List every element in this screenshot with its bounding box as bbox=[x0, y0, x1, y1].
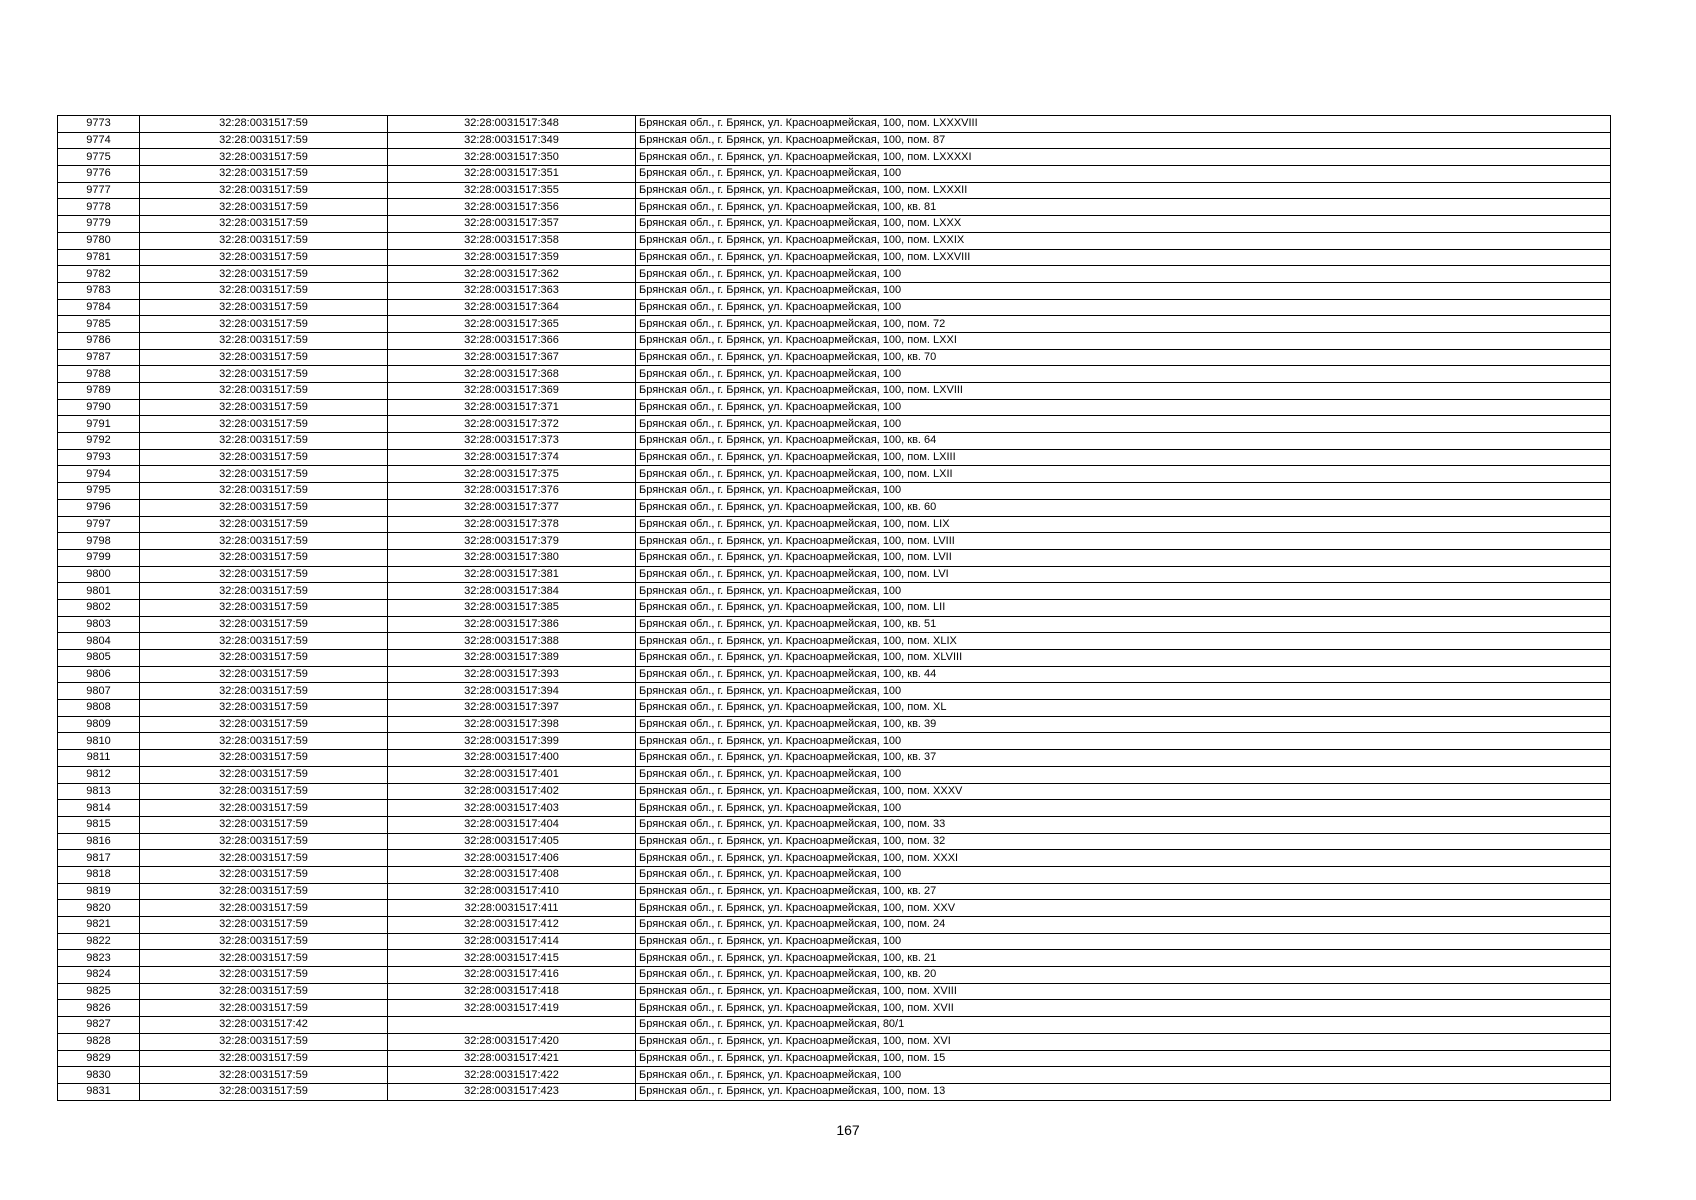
address-cell: Брянская обл., г. Брянск, ул. Красноармейская, 100 bbox=[636, 416, 1611, 433]
address-cell: Брянская обл., г. Брянск, ул. Красноармейская, 100, пом. XXXI bbox=[636, 850, 1611, 867]
parent-cadastral-number-cell: 32:28:0031517:59 bbox=[140, 366, 388, 383]
row-number-cell: 9780 bbox=[58, 232, 140, 249]
cadastral-number-cell: 32:28:0031517:402 bbox=[388, 783, 636, 800]
parent-cadastral-number-cell: 32:28:0031517:59 bbox=[140, 466, 388, 483]
row-number-cell: 9778 bbox=[58, 199, 140, 216]
address-cell: Брянская обл., г. Брянск, ул. Красноармейская, 100 bbox=[636, 800, 1611, 817]
cadastral-number-cell: 32:28:0031517:362 bbox=[388, 266, 636, 283]
row-number-cell: 9789 bbox=[58, 383, 140, 400]
cadastral-number-cell: 32:28:0031517:365 bbox=[388, 316, 636, 333]
address-cell: Брянская обл., г. Брянск, ул. Красноармейская, 100, пом. LXXXVIII bbox=[636, 116, 1611, 133]
cadastral-number-cell: 32:28:0031517:363 bbox=[388, 282, 636, 299]
table-row bbox=[58, 983, 1611, 1000]
parent-cadastral-number-cell: 32:28:0031517:59 bbox=[140, 583, 388, 600]
address-cell: Брянская обл., г. Брянск, ул. Красноармейская, 100, кв. 37 bbox=[636, 750, 1611, 767]
address-cell: Брянская обл., г. Брянск, ул. Красноармейская, 100 bbox=[636, 266, 1611, 283]
address-cell: Брянская обл., г. Брянск, ул. Красноармейская, 100, пом. LXXXXI bbox=[636, 149, 1611, 166]
table-row bbox=[58, 399, 1611, 416]
table-row bbox=[58, 1050, 1611, 1067]
cadastral-number-cell: 32:28:0031517:379 bbox=[388, 533, 636, 550]
cadastral-number-cell: 32:28:0031517:393 bbox=[388, 666, 636, 683]
row-number-cell: 9810 bbox=[58, 733, 140, 750]
cadastral-number-cell bbox=[388, 1017, 636, 1034]
parent-cadastral-number-cell: 32:28:0031517:59 bbox=[140, 950, 388, 967]
row-number-cell: 9787 bbox=[58, 349, 140, 366]
table-row bbox=[58, 733, 1611, 750]
address-cell: Брянская обл., г. Брянск, ул. Красноармейская, 100, пом. XVIII bbox=[636, 983, 1611, 1000]
table-row bbox=[58, 116, 1611, 133]
table-row bbox=[58, 616, 1611, 633]
cadastral-number-cell: 32:28:0031517:400 bbox=[388, 750, 636, 767]
cadastral-number-cell: 32:28:0031517:367 bbox=[388, 349, 636, 366]
table-row bbox=[58, 533, 1611, 550]
parent-cadastral-number-cell: 32:28:0031517:59 bbox=[140, 850, 388, 867]
address-cell: Брянская обл., г. Брянск, ул. Красноармейская, 100 bbox=[636, 683, 1611, 700]
parent-cadastral-number-cell: 32:28:0031517:59 bbox=[140, 900, 388, 917]
table-row bbox=[58, 549, 1611, 566]
table-row bbox=[58, 599, 1611, 616]
row-number-cell: 9828 bbox=[58, 1033, 140, 1050]
address-cell: Брянская обл., г. Брянск, ул. Красноармейская, 100, пом. 24 bbox=[636, 917, 1611, 934]
address-cell: Брянская обл., г. Брянск, ул. Красноармейская, 100, пом. 72 bbox=[636, 316, 1611, 333]
cadastral-number-cell: 32:28:0031517:389 bbox=[388, 650, 636, 667]
address-cell: Брянская обл., г. Брянск, ул. Красноармейская, 100 bbox=[636, 399, 1611, 416]
row-number-cell: 9806 bbox=[58, 666, 140, 683]
address-cell: Брянская обл., г. Брянск, ул. Красноармейская, 100, кв. 21 bbox=[636, 950, 1611, 967]
address-cell: Брянская обл., г. Брянск, ул. Красноармейская, 100 bbox=[636, 483, 1611, 500]
cadastral-number-cell: 32:28:0031517:416 bbox=[388, 967, 636, 984]
cadastral-number-cell: 32:28:0031517:377 bbox=[388, 499, 636, 516]
parent-cadastral-number-cell: 32:28:0031517:59 bbox=[140, 967, 388, 984]
table-row bbox=[58, 349, 1611, 366]
parent-cadastral-number-cell: 32:28:0031517:59 bbox=[140, 399, 388, 416]
table-row bbox=[58, 866, 1611, 883]
row-number-cell: 9819 bbox=[58, 883, 140, 900]
row-number-cell: 9793 bbox=[58, 449, 140, 466]
address-cell: Брянская обл., г. Брянск, ул. Красноармейская, 100, пом. LVII bbox=[636, 549, 1611, 566]
table-row bbox=[58, 967, 1611, 984]
cadastral-number-cell: 32:28:0031517:366 bbox=[388, 332, 636, 349]
parent-cadastral-number-cell: 32:28:0031517:59 bbox=[140, 633, 388, 650]
row-number-cell: 9783 bbox=[58, 282, 140, 299]
table-row bbox=[58, 216, 1611, 233]
parent-cadastral-number-cell: 32:28:0031517:59 bbox=[140, 332, 388, 349]
cadastral-number-cell: 32:28:0031517:378 bbox=[388, 516, 636, 533]
address-cell: Брянская обл., г. Брянск, ул. Красноармейская, 100, пом. LXXX bbox=[636, 216, 1611, 233]
table-row bbox=[58, 366, 1611, 383]
parent-cadastral-number-cell: 32:28:0031517:59 bbox=[140, 1033, 388, 1050]
address-cell: Брянская обл., г. Брянск, ул. Красноармейская, 100 bbox=[636, 1067, 1611, 1084]
table-row bbox=[58, 332, 1611, 349]
table-row bbox=[58, 249, 1611, 266]
row-number-cell: 9790 bbox=[58, 399, 140, 416]
parent-cadastral-number-cell: 32:28:0031517:59 bbox=[140, 116, 388, 133]
cadastral-number-cell: 32:28:0031517:357 bbox=[388, 216, 636, 233]
address-cell: Брянская обл., г. Брянск, ул. Красноармейская, 100, кв. 20 bbox=[636, 967, 1611, 984]
cadastral-number-cell: 32:28:0031517:394 bbox=[388, 683, 636, 700]
address-cell: Брянская обл., г. Брянск, ул. Красноармейская, 100, пом. LXVIII bbox=[636, 383, 1611, 400]
parent-cadastral-number-cell: 32:28:0031517:59 bbox=[140, 599, 388, 616]
row-number-cell: 9797 bbox=[58, 516, 140, 533]
parent-cadastral-number-cell: 32:28:0031517:59 bbox=[140, 549, 388, 566]
cadastral-number-cell: 32:28:0031517:359 bbox=[388, 249, 636, 266]
cadastral-number-cell: 32:28:0031517:410 bbox=[388, 883, 636, 900]
parent-cadastral-number-cell: 32:28:0031517:59 bbox=[140, 483, 388, 500]
table-row bbox=[58, 433, 1611, 450]
cadastral-number-cell: 32:28:0031517:349 bbox=[388, 132, 636, 149]
cadastral-number-cell: 32:28:0031517:418 bbox=[388, 983, 636, 1000]
parent-cadastral-number-cell: 32:28:0031517:59 bbox=[140, 266, 388, 283]
parent-cadastral-number-cell: 32:28:0031517:59 bbox=[140, 616, 388, 633]
cadastral-number-cell: 32:28:0031517:411 bbox=[388, 900, 636, 917]
table-row bbox=[58, 483, 1611, 500]
parent-cadastral-number-cell: 32:28:0031517:59 bbox=[140, 182, 388, 199]
cadastral-number-cell: 32:28:0031517:414 bbox=[388, 933, 636, 950]
table-row bbox=[58, 666, 1611, 683]
row-number-cell: 9820 bbox=[58, 900, 140, 917]
parent-cadastral-number-cell: 32:28:0031517:59 bbox=[140, 750, 388, 767]
table-row bbox=[58, 783, 1611, 800]
cadastral-number-cell: 32:28:0031517:386 bbox=[388, 616, 636, 633]
cadastral-number-cell: 32:28:0031517:380 bbox=[388, 549, 636, 566]
address-cell: Брянская обл., г. Брянск, ул. Красноармейская, 100 bbox=[636, 933, 1611, 950]
table-row bbox=[58, 800, 1611, 817]
table-row bbox=[58, 1067, 1611, 1084]
address-cell: Брянская обл., г. Брянск, ул. Красноармейская, 100 bbox=[636, 299, 1611, 316]
row-number-cell: 9823 bbox=[58, 950, 140, 967]
row-number-cell: 9786 bbox=[58, 332, 140, 349]
row-number-cell: 9788 bbox=[58, 366, 140, 383]
cadastral-number-cell: 32:28:0031517:350 bbox=[388, 149, 636, 166]
cadastral-number-cell: 32:28:0031517:399 bbox=[388, 733, 636, 750]
row-number-cell: 9827 bbox=[58, 1017, 140, 1034]
table-row bbox=[58, 166, 1611, 183]
table-row bbox=[58, 950, 1611, 967]
table-row bbox=[58, 449, 1611, 466]
data-table bbox=[57, 115, 1611, 1101]
address-cell: Брянская обл., г. Брянск, ул. Красноармейская, 100, пом. LIX bbox=[636, 516, 1611, 533]
parent-cadastral-number-cell: 32:28:0031517:59 bbox=[140, 149, 388, 166]
parent-cadastral-number-cell: 32:28:0031517:59 bbox=[140, 1050, 388, 1067]
row-number-cell: 9796 bbox=[58, 499, 140, 516]
address-cell: Брянская обл., г. Брянск, ул. Красноармейская, 100, пом. LXXVIII bbox=[636, 249, 1611, 266]
address-cell: Брянская обл., г. Брянск, ул. Красноармейская, 100 bbox=[636, 583, 1611, 600]
parent-cadastral-number-cell: 32:28:0031517:59 bbox=[140, 132, 388, 149]
cadastral-number-cell: 32:28:0031517:381 bbox=[388, 566, 636, 583]
address-cell: Брянская обл., г. Брянск, ул. Красноармейская, 100, кв. 44 bbox=[636, 666, 1611, 683]
row-number-cell: 9774 bbox=[58, 132, 140, 149]
table-row bbox=[58, 266, 1611, 283]
row-number-cell: 9784 bbox=[58, 299, 140, 316]
table-row bbox=[58, 917, 1611, 934]
table-row bbox=[58, 883, 1611, 900]
table-row bbox=[58, 566, 1611, 583]
table-row bbox=[58, 1083, 1611, 1100]
address-cell: Брянская обл., г. Брянск, ул. Красноармейская, 100, пом. 32 bbox=[636, 833, 1611, 850]
cadastral-number-cell: 32:28:0031517:421 bbox=[388, 1050, 636, 1067]
parent-cadastral-number-cell: 32:28:0031517:59 bbox=[140, 533, 388, 550]
table-row bbox=[58, 900, 1611, 917]
row-number-cell: 9824 bbox=[58, 967, 140, 984]
row-number-cell: 9776 bbox=[58, 166, 140, 183]
row-number-cell: 9814 bbox=[58, 800, 140, 817]
table-row bbox=[58, 316, 1611, 333]
row-number-cell: 9799 bbox=[58, 549, 140, 566]
cadastral-number-cell: 32:28:0031517:397 bbox=[388, 700, 636, 717]
row-number-cell: 9777 bbox=[58, 182, 140, 199]
cadastral-number-cell: 32:28:0031517:403 bbox=[388, 800, 636, 817]
table-row bbox=[58, 583, 1611, 600]
cadastral-number-cell: 32:28:0031517:398 bbox=[388, 716, 636, 733]
parent-cadastral-number-cell: 32:28:0031517:59 bbox=[140, 499, 388, 516]
parent-cadastral-number-cell: 32:28:0031517:59 bbox=[140, 232, 388, 249]
table-row bbox=[58, 199, 1611, 216]
row-number-cell: 9818 bbox=[58, 866, 140, 883]
table-row bbox=[58, 182, 1611, 199]
parent-cadastral-number-cell: 32:28:0031517:59 bbox=[140, 650, 388, 667]
row-number-cell: 9817 bbox=[58, 850, 140, 867]
row-number-cell: 9822 bbox=[58, 933, 140, 950]
address-cell: Брянская обл., г. Брянск, ул. Красноармейская, 100, кв. 39 bbox=[636, 716, 1611, 733]
parent-cadastral-number-cell: 32:28:0031517:59 bbox=[140, 1067, 388, 1084]
row-number-cell: 9809 bbox=[58, 716, 140, 733]
table-row bbox=[58, 383, 1611, 400]
row-number-cell: 9794 bbox=[58, 466, 140, 483]
address-cell: Брянская обл., г. Брянск, ул. Красноармейская, 100 bbox=[636, 366, 1611, 383]
row-number-cell: 9805 bbox=[58, 650, 140, 667]
address-cell: Брянская обл., г. Брянск, ул. Красноармейская, 100, пом. XLVIII bbox=[636, 650, 1611, 667]
row-number-cell: 9830 bbox=[58, 1067, 140, 1084]
table-row bbox=[58, 850, 1611, 867]
cadastral-number-cell: 32:28:0031517:376 bbox=[388, 483, 636, 500]
row-number-cell: 9792 bbox=[58, 433, 140, 450]
parent-cadastral-number-cell: 32:28:0031517:59 bbox=[140, 833, 388, 850]
cadastral-number-cell: 32:28:0031517:368 bbox=[388, 366, 636, 383]
address-cell: Брянская обл., г. Брянск, ул. Красноармейская, 100, кв. 60 bbox=[636, 499, 1611, 516]
cadastral-number-cell: 32:28:0031517:358 bbox=[388, 232, 636, 249]
table-row bbox=[58, 149, 1611, 166]
address-cell: Брянская обл., г. Брянск, ул. Красноармейская, 100, пом. 15 bbox=[636, 1050, 1611, 1067]
table-row bbox=[58, 232, 1611, 249]
table-row bbox=[58, 516, 1611, 533]
cadastral-number-cell: 32:28:0031517:388 bbox=[388, 633, 636, 650]
address-cell: Брянская обл., г. Брянск, ул. Красноармейская, 100, пом. LXXIX bbox=[636, 232, 1611, 249]
table-row bbox=[58, 466, 1611, 483]
cadastral-number-cell: 32:28:0031517:401 bbox=[388, 766, 636, 783]
row-number-cell: 9801 bbox=[58, 583, 140, 600]
table-row bbox=[58, 750, 1611, 767]
table-row bbox=[58, 1017, 1611, 1034]
address-cell: Брянская обл., г. Брянск, ул. Красноармейская, 100, пом. 33 bbox=[636, 816, 1611, 833]
cadastral-number-cell: 32:28:0031517:384 bbox=[388, 583, 636, 600]
parent-cadastral-number-cell: 32:28:0031517:59 bbox=[140, 216, 388, 233]
cadastral-number-cell: 32:28:0031517:408 bbox=[388, 866, 636, 883]
parent-cadastral-number-cell: 32:28:0031517:59 bbox=[140, 866, 388, 883]
row-number-cell: 9826 bbox=[58, 1000, 140, 1017]
row-number-cell: 9812 bbox=[58, 766, 140, 783]
cadastral-number-cell: 32:28:0031517:348 bbox=[388, 116, 636, 133]
table-row bbox=[58, 833, 1611, 850]
parent-cadastral-number-cell: 32:28:0031517:59 bbox=[140, 700, 388, 717]
parent-cadastral-number-cell: 32:28:0031517:59 bbox=[140, 416, 388, 433]
parent-cadastral-number-cell: 32:28:0031517:59 bbox=[140, 816, 388, 833]
row-number-cell: 9808 bbox=[58, 700, 140, 717]
table-row bbox=[58, 132, 1611, 149]
parent-cadastral-number-cell: 32:28:0031517:59 bbox=[140, 566, 388, 583]
cadastral-number-cell: 32:28:0031517:371 bbox=[388, 399, 636, 416]
cadastral-number-cell: 32:28:0031517:415 bbox=[388, 950, 636, 967]
table-row bbox=[58, 683, 1611, 700]
table-row bbox=[58, 499, 1611, 516]
parent-cadastral-number-cell: 32:28:0031517:59 bbox=[140, 783, 388, 800]
row-number-cell: 9816 bbox=[58, 833, 140, 850]
cadastral-number-cell: 32:28:0031517:422 bbox=[388, 1067, 636, 1084]
parent-cadastral-number-cell: 32:28:0031517:59 bbox=[140, 383, 388, 400]
row-number-cell: 9803 bbox=[58, 616, 140, 633]
cadastral-number-cell: 32:28:0031517:372 bbox=[388, 416, 636, 433]
table-row bbox=[58, 1000, 1611, 1017]
table-row bbox=[58, 650, 1611, 667]
row-number-cell: 9813 bbox=[58, 783, 140, 800]
parent-cadastral-number-cell: 32:28:0031517:59 bbox=[140, 1000, 388, 1017]
parent-cadastral-number-cell: 32:28:0031517:59 bbox=[140, 800, 388, 817]
address-cell: Брянская обл., г. Брянск, ул. Красноармейская, 100 bbox=[636, 166, 1611, 183]
table-row bbox=[58, 633, 1611, 650]
cadastral-number-cell: 32:28:0031517:355 bbox=[388, 182, 636, 199]
row-number-cell: 9775 bbox=[58, 149, 140, 166]
address-cell: Брянская обл., г. Брянск, ул. Красноармейская, 100, пом. XXXV bbox=[636, 783, 1611, 800]
address-cell: Брянская обл., г. Брянск, ул. Красноармейская, 100 bbox=[636, 866, 1611, 883]
address-cell: Брянская обл., г. Брянск, ул. Красноармейская, 100, пом. 87 bbox=[636, 132, 1611, 149]
table-row bbox=[58, 816, 1611, 833]
row-number-cell: 9800 bbox=[58, 566, 140, 583]
row-number-cell: 9829 bbox=[58, 1050, 140, 1067]
row-number-cell: 9791 bbox=[58, 416, 140, 433]
address-cell: Брянская обл., г. Брянск, ул. Красноармейская, 100, пом. XVI bbox=[636, 1033, 1611, 1050]
address-cell: Брянская обл., г. Брянск, ул. Красноармейская, 100, кв. 64 bbox=[636, 433, 1611, 450]
cadastral-number-cell: 32:28:0031517:369 bbox=[388, 383, 636, 400]
parent-cadastral-number-cell: 32:28:0031517:59 bbox=[140, 883, 388, 900]
cadastral-number-cell: 32:28:0031517:364 bbox=[388, 299, 636, 316]
parent-cadastral-number-cell: 32:28:0031517:59 bbox=[140, 282, 388, 299]
parent-cadastral-number-cell: 32:28:0031517:59 bbox=[140, 516, 388, 533]
parent-cadastral-number-cell: 32:28:0031517:59 bbox=[140, 299, 388, 316]
parent-cadastral-number-cell: 32:28:0031517:59 bbox=[140, 917, 388, 934]
address-cell: Брянская обл., г. Брянск, ул. Красноармейская, 100, пом. LXIII bbox=[636, 449, 1611, 466]
address-cell: Брянская обл., г. Брянск, ул. Красноармейская, 100 bbox=[636, 766, 1611, 783]
parent-cadastral-number-cell: 32:28:0031517:59 bbox=[140, 199, 388, 216]
table-row bbox=[58, 766, 1611, 783]
row-number-cell: 9821 bbox=[58, 917, 140, 934]
table-row bbox=[58, 1033, 1611, 1050]
parent-cadastral-number-cell: 32:28:0031517:59 bbox=[140, 716, 388, 733]
cadastral-number-cell: 32:28:0031517:406 bbox=[388, 850, 636, 867]
row-number-cell: 9781 bbox=[58, 249, 140, 266]
row-number-cell: 9807 bbox=[58, 683, 140, 700]
address-cell: Брянская обл., г. Брянск, ул. Красноармейская, 100, пом. LVIII bbox=[636, 533, 1611, 550]
row-number-cell: 9773 bbox=[58, 116, 140, 133]
row-number-cell: 9831 bbox=[58, 1083, 140, 1100]
address-cell: Брянская обл., г. Брянск, ул. Красноармейская, 100, кв. 51 bbox=[636, 616, 1611, 633]
address-cell: Брянская обл., г. Брянск, ул. Красноармейская, 100, пом. LII bbox=[636, 599, 1611, 616]
row-number-cell: 9825 bbox=[58, 983, 140, 1000]
table-row bbox=[58, 416, 1611, 433]
page-number: 167 bbox=[836, 1122, 860, 1138]
parent-cadastral-number-cell: 32:28:0031517:59 bbox=[140, 433, 388, 450]
address-cell: Брянская обл., г. Брянск, ул. Красноармейская, 100, пом. 13 bbox=[636, 1083, 1611, 1100]
row-number-cell: 9785 bbox=[58, 316, 140, 333]
cadastral-number-cell: 32:28:0031517:419 bbox=[388, 1000, 636, 1017]
cadastral-number-cell: 32:28:0031517:375 bbox=[388, 466, 636, 483]
table-row bbox=[58, 282, 1611, 299]
parent-cadastral-number-cell: 32:28:0031517:59 bbox=[140, 683, 388, 700]
row-number-cell: 9782 bbox=[58, 266, 140, 283]
address-cell: Брянская обл., г. Брянск, ул. Красноармейская, 100, пом. XL bbox=[636, 700, 1611, 717]
address-cell: Брянская обл., г. Брянск, ул. Красноармейская, 100, пом. LXXI bbox=[636, 332, 1611, 349]
parent-cadastral-number-cell: 32:28:0031517:59 bbox=[140, 733, 388, 750]
address-cell: Брянская обл., г. Брянск, ул. Красноармейская, 80/1 bbox=[636, 1017, 1611, 1034]
parent-cadastral-number-cell: 32:28:0031517:59 bbox=[140, 983, 388, 1000]
cadastral-number-cell: 32:28:0031517:373 bbox=[388, 433, 636, 450]
row-number-cell: 9779 bbox=[58, 216, 140, 233]
cadastral-number-cell: 32:28:0031517:412 bbox=[388, 917, 636, 934]
cadastral-number-cell: 32:28:0031517:385 bbox=[388, 599, 636, 616]
table-row bbox=[58, 700, 1611, 717]
parent-cadastral-number-cell: 32:28:0031517:59 bbox=[140, 666, 388, 683]
parent-cadastral-number-cell: 32:28:0031517:59 bbox=[140, 249, 388, 266]
row-number-cell: 9804 bbox=[58, 633, 140, 650]
cadastral-number-cell: 32:28:0031517:420 bbox=[388, 1033, 636, 1050]
address-cell: Брянская обл., г. Брянск, ул. Красноармейская, 100, пом. XLIX bbox=[636, 633, 1611, 650]
cadastral-number-cell: 32:28:0031517:356 bbox=[388, 199, 636, 216]
parent-cadastral-number-cell: 32:28:0031517:59 bbox=[140, 349, 388, 366]
parent-cadastral-number-cell: 32:28:0031517:59 bbox=[140, 449, 388, 466]
parent-cadastral-number-cell: 32:28:0031517:59 bbox=[140, 933, 388, 950]
parent-cadastral-number-cell: 32:28:0031517:42 bbox=[140, 1017, 388, 1034]
cadastral-number-cell: 32:28:0031517:404 bbox=[388, 816, 636, 833]
row-number-cell: 9798 bbox=[58, 533, 140, 550]
row-number-cell: 9811 bbox=[58, 750, 140, 767]
row-number-cell: 9795 bbox=[58, 483, 140, 500]
row-number-cell: 9815 bbox=[58, 816, 140, 833]
cadastral-number-cell: 32:28:0031517:405 bbox=[388, 833, 636, 850]
table-row bbox=[58, 716, 1611, 733]
parent-cadastral-number-cell: 32:28:0031517:59 bbox=[140, 766, 388, 783]
address-cell: Брянская обл., г. Брянск, ул. Красноармейская, 100, кв. 70 bbox=[636, 349, 1611, 366]
address-cell: Брянская обл., г. Брянск, ул. Красноармейская, 100, пом. LVI bbox=[636, 566, 1611, 583]
address-cell: Брянская обл., г. Брянск, ул. Красноармейская, 100 bbox=[636, 282, 1611, 299]
parent-cadastral-number-cell: 32:28:0031517:59 bbox=[140, 166, 388, 183]
table-body bbox=[58, 116, 1611, 1101]
address-cell: Брянская обл., г. Брянск, ул. Красноармейская, 100, кв. 81 bbox=[636, 199, 1611, 216]
address-cell: Брянская обл., г. Брянск, ул. Красноармейская, 100, пом. LXII bbox=[636, 466, 1611, 483]
address-cell: Брянская обл., г. Брянск, ул. Красноармейская, 100, пом. XVII bbox=[636, 1000, 1611, 1017]
table-row bbox=[58, 299, 1611, 316]
address-cell: Брянская обл., г. Брянск, ул. Красноармейская, 100 bbox=[636, 733, 1611, 750]
row-number-cell: 9802 bbox=[58, 599, 140, 616]
address-cell: Брянская обл., г. Брянск, ул. Красноармейская, 100, пом. XXV bbox=[636, 900, 1611, 917]
cadastral-number-cell: 32:28:0031517:423 bbox=[388, 1083, 636, 1100]
cadastral-number-cell: 32:28:0031517:351 bbox=[388, 166, 636, 183]
parent-cadastral-number-cell: 32:28:0031517:59 bbox=[140, 1083, 388, 1100]
address-cell: Брянская обл., г. Брянск, ул. Красноармейская, 100, кв. 27 bbox=[636, 883, 1611, 900]
cadastral-number-cell: 32:28:0031517:374 bbox=[388, 449, 636, 466]
table-row bbox=[58, 933, 1611, 950]
parent-cadastral-number-cell: 32:28:0031517:59 bbox=[140, 316, 388, 333]
address-cell: Брянская обл., г. Брянск, ул. Красноармейская, 100, пом. LXXXII bbox=[636, 182, 1611, 199]
